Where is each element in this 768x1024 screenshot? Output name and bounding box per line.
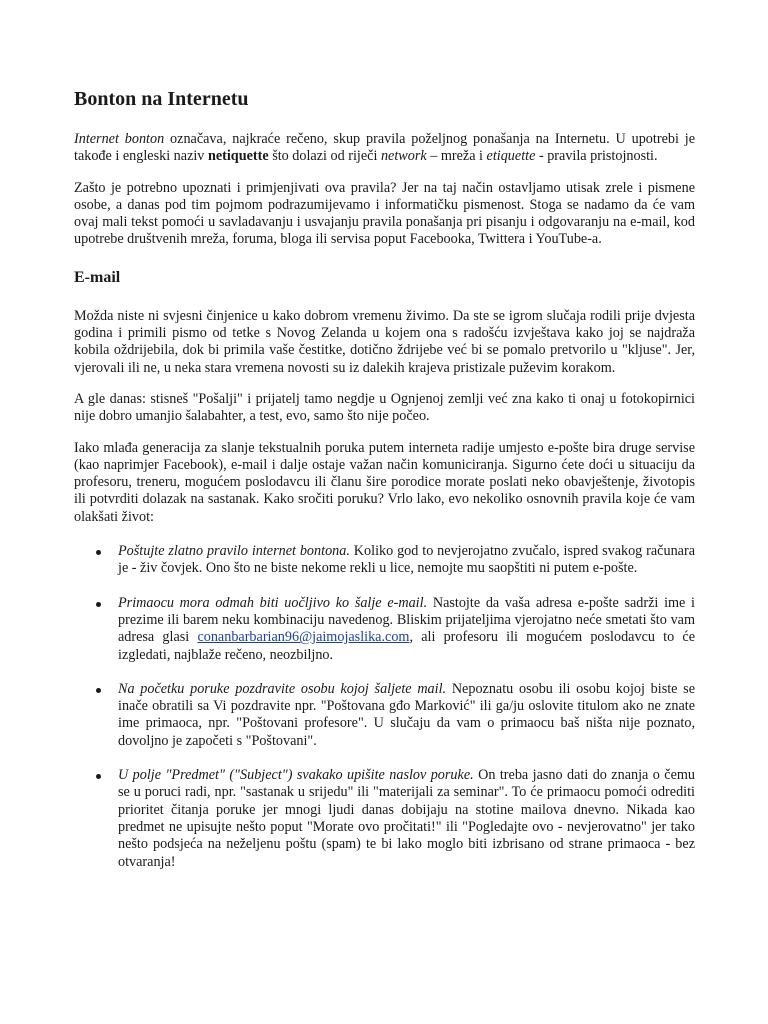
- rule-lead: Na početku poruke pozdravite osobu kojoj šaljete mail.: [118, 680, 447, 697]
- email-paragraph-2: A gle danas: stisneš "Pošalji" i prijatelj tamo negdje u Ognjenoj zemlji već zna kako ti onaj u fotokopirnici nije dobro umanjio šalabahter, a test, evo, samo što nije počeo.: [74, 390, 695, 425]
- rule-text: Nepoznatu osobu ili osobu kojoj biste se inače obratili sa Vi pozdravite npr. "Poštovana gđo Marković" ili ga/ju oslovite titulom ako ne znate ime primaoca, npr. "Poštovani profesore". U slučaju da vam o primaocu baš ništa nije poznato, dovoljno je započeti s "Poštovani".: [118, 680, 695, 749]
- intro-text-4: - pravila pristojnosti.: [535, 148, 658, 165]
- list-item: [74, 595, 695, 664]
- intro-text-1: označava, najkraće rečeno, skup pravila poželjnog ponašanja na Internetu. U upotrebi je takođe i engleski naziv: [74, 131, 695, 165]
- email-paragraph-1: Možda niste ni svjesni činjenice u kako dobrom vremenu živimo. Da ste se igrom slučaja rodili prije dvjesta godina i primili pismo od tetke s Novog Zelanda u kojem ona s radošću izvještava kako joj se najdraža kobila oždrijebila, dok bi primila vaše čestitke, dotično ždrijebe već bi se pomalo pretvorilo u "kljuse". Jer, vjerovali ili ne, u neka stara vremena novosti su iz dalekih krajeva pristizale puževim korakom.: [74, 307, 695, 376]
- intro-term-italic: Internet bonton: [74, 131, 165, 147]
- why-paragraph: Zašto je potrebno upoznati i primjenjivati ova pravila? Jer na taj način ostavljamo utisak zrele i pismene osobe, a danas pod tim pojmom podrazumijevamo i informatičku pismenost. Stoga se nadamo da će vam ovaj mali tekst pomoći u savladavanju i usvajanju pravila ponašanja pri pisanju i odgovaranju na e-mail, kod upotrebe društvenih mreža, foruma, bloga ili servisa poput Facebooka, Twittera i YouTube-a.: [74, 179, 695, 248]
- rule-lead: Primaocu mora odmah biti uočljivo ko šalje e-mail.: [118, 594, 428, 611]
- bullet-dot-icon: [96, 774, 101, 779]
- list-item: [74, 767, 695, 871]
- intro-word-network: network: [380, 148, 427, 165]
- rule-text: Koliko god to nevjerojatno zvučalo, ispred svakog računara je - živ čovjek. Ono što ne biste nekome rekli u lice, nemojte mu saopštiti ni putem e-pošte.: [118, 543, 695, 577]
- bullet-dot-icon: [96, 602, 101, 607]
- email-address-link[interactable]: conanbarbarian96@jaimojaslika.com: [197, 629, 410, 646]
- intro-text-3: – mreža i: [426, 148, 487, 165]
- intro-paragraph: [74, 131, 695, 166]
- bullet-dot-icon: [96, 550, 101, 555]
- intro-term-bold: netiquette: [207, 148, 269, 165]
- email-heading: E-mail: [74, 268, 121, 286]
- rules-list: [74, 543, 695, 871]
- rule-lead: U polje "Predmet" ("Subject") svakako upišite naslov poruke.: [118, 767, 474, 784]
- rule-text: Nastojte da vaša adresa e-pošte sadrži ime i prezime ili barem neku kombinaciju navedenog. Bliskim prijateljima vjerojatno neće smetati što vam adresa glasi: [118, 594, 695, 646]
- email-paragraph-3: Iako mlađa generacija za slanje tekstualnih poruka putem interneta radije umjesto e-pošte bira druge servise (kao naprimjer Facebook), e-mail i dalje ostaje važan način komuniciranja. Sigurno ćete doći u situaciju da profesoru, treneru, mogućem poslodavcu ili članu šire porodice morate poslati neko obavještenje, životopis ili potvrditi dolazak na sastanak. Kako sročiti poruku? Vrlo lako, evo nekoliko osnovnih pravila koje će vam olakšati život:: [74, 439, 695, 525]
- rule-lead: Poštujte zlatno pravilo internet bontona.: [118, 543, 350, 560]
- intro-text-2: što dolazi od riječi: [268, 148, 381, 165]
- page-title: Bonton na Internetu: [74, 88, 249, 110]
- bullet-dot-icon: [96, 688, 101, 693]
- list-item: [74, 543, 695, 578]
- list-item: [74, 681, 695, 750]
- rule-text-continued: , ali profesoru ili mogućem poslodavcu to će izgledati, najblaže rečeno, neozbiljno.: [118, 629, 695, 663]
- rule-text: On treba jasno dati do znanja o čemu se u poruci radi, npr. "sastanak u srijedu" ili "materijali za seminar". To će primaocu pomoći odrediti prioritet čitanja poruke jer mnogi ljudi danas dobijaju na stotine mailova dnevno. Nikada kao predmet ne upisujte nešto poput "Morate ovo pročitati!" ili "Pogledajte ovo - nevjerovatno" jer tako nešto podsjeća na neželjenu poštu (spam) te bi lako moglo biti izbrisano od strane primaoca - bez otvaranja!: [118, 767, 695, 870]
- intro-word-etiquette: etiquette: [486, 148, 536, 165]
